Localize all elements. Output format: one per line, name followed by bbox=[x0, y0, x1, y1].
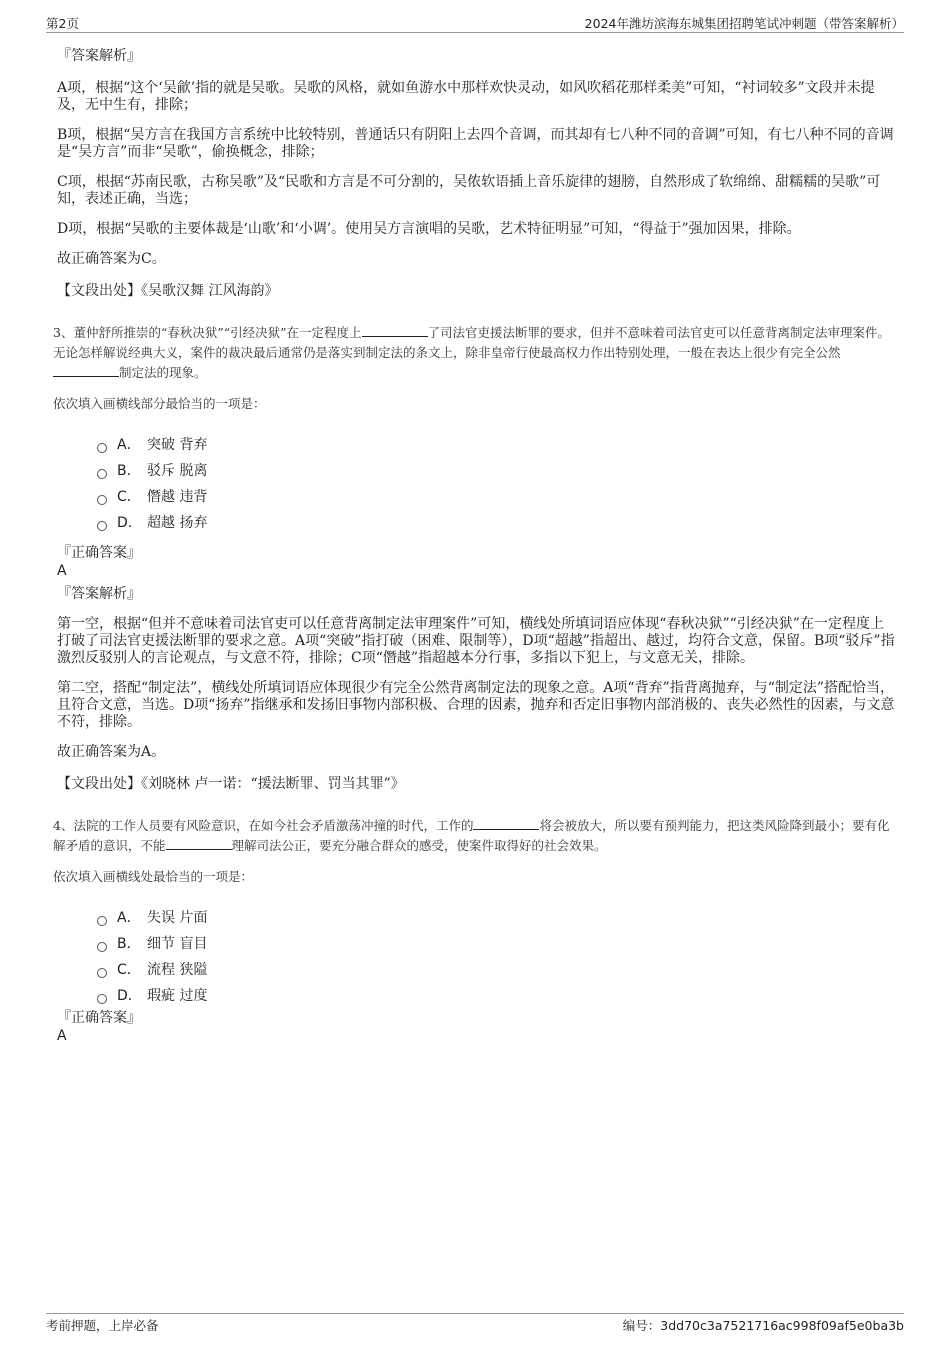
passage-source: 【文段出处】《吴歌汉舞 江风海韵》 bbox=[57, 283, 279, 299]
question-text-part: 3、董仲舒所推崇的“春秋决狱”“引经决狱”在一定程度上 bbox=[53, 325, 362, 340]
radio-icon[interactable] bbox=[97, 942, 107, 952]
analysis-paragraph: A项，根据“这个‘吴歈’指的就是吴歌。吴歌的风格，就如鱼游水中那样欢快灵动，如风吹稻花那样柔美”可知，“衬词较多”文段并未提及，无中生有，排除； bbox=[57, 80, 875, 113]
option-text: 细节 盲目 bbox=[147, 936, 208, 952]
option-text: 驳斥 脱离 bbox=[147, 463, 208, 479]
option-letter: D． bbox=[117, 988, 142, 1004]
correct-answer-label: 『正确答案』 bbox=[57, 1010, 141, 1026]
question-text-part: 理解司法公正，要充分融合群众的感受，使案件取得好的社会效果。 bbox=[231, 838, 607, 853]
option-d[interactable] bbox=[97, 510, 895, 536]
correct-answer: A bbox=[57, 563, 67, 579]
option-a[interactable] bbox=[97, 905, 895, 931]
fill-blank bbox=[362, 324, 428, 337]
option-letter: D． bbox=[117, 515, 142, 531]
option-c[interactable] bbox=[97, 484, 895, 510]
radio-icon[interactable] bbox=[97, 916, 107, 926]
question-4-options bbox=[97, 905, 895, 1009]
analysis-paragraph: 第二空，搭配“制定法”，横线处所填词语应体现很少有完全公然背离制定法的现象之意。A项“背弃”指背离抛弃，与“制定法”搭配恰当，且符合文意，当选。D项“扬弃”指继承和发扬旧事物内部积极、合理的因素，抛弃和否定旧事物内部消极的、丧失必然性的因素，与文意不符，排除。 bbox=[57, 680, 895, 730]
question-prompt: 依次填入画横线部分最恰当的一项是： bbox=[53, 396, 266, 411]
question-3-options bbox=[97, 432, 895, 536]
option-b[interactable] bbox=[97, 458, 895, 484]
fill-blank bbox=[166, 837, 232, 850]
fill-blank bbox=[473, 817, 539, 830]
analysis-conclusion: 故正确答案为C。 bbox=[57, 251, 166, 267]
option-letter: C． bbox=[117, 962, 141, 978]
fill-blank bbox=[53, 364, 119, 377]
question-prompt: 依次填入画横线处最恰当的一项是： bbox=[53, 869, 254, 884]
radio-icon[interactable] bbox=[97, 994, 107, 1004]
analysis-paragraph: D项，根据“吴歌的主要体裁是‘山歌’和‘小调’。使用吴方言演唱的吴歌，艺术特征明显”可知，“得益于”强加因果，排除。 bbox=[57, 221, 801, 237]
question-4-text bbox=[53, 816, 895, 856]
option-d[interactable] bbox=[97, 983, 895, 1009]
correct-answer-label: 『正确答案』 bbox=[57, 545, 141, 561]
option-text: 突破 背弃 bbox=[147, 437, 208, 453]
option-letter: A． bbox=[117, 437, 141, 453]
question-3-text bbox=[53, 323, 895, 383]
option-text: 超越 扬弃 bbox=[147, 515, 208, 531]
question-text-part: 将会被放大，所以要有预判能力，把这类风险降到最小；要有化解矛盾的意识，不能 bbox=[53, 818, 890, 853]
analysis-paragraph: C项，根据“苏南民歌，古称吴歌”及“民歌和方言是不可分割的，吴侬软语插上音乐旋律的翅膀，自然形成了软绵绵、甜糯糯的吴歌”可知，表述正确，当选； bbox=[57, 174, 881, 207]
question-text-part: 了司法官吏援法断罪的要求，但并不意味着司法官吏可以任意背离制定法审理案件。无论怎样解说经典大义，案件的裁决最后通常仍是落实到制定法的条文上，除非皇帝行使最高权力作出特别处理，一般在表达上很少有完全公然 bbox=[53, 325, 891, 360]
option-text: 瑕疵 过度 bbox=[147, 988, 208, 1004]
option-letter: B． bbox=[117, 463, 141, 479]
radio-icon[interactable] bbox=[97, 443, 107, 453]
footer-slogan: 考前押题，上岸必备 bbox=[46, 1318, 159, 1333]
page-number: 第2页 bbox=[46, 16, 79, 31]
correct-answer: A bbox=[57, 1028, 67, 1044]
option-text: 流程 狭隘 bbox=[147, 962, 208, 978]
option-text: 失误 片面 bbox=[147, 910, 208, 926]
analysis-paragraph: B项，根据“吴方言在我国方言系统中比较特别，普通话只有阴阳上去四个音调，而其却有七八种不同的音调”可知，有七八种不同的音调是“吴方言”而非“吴歌”，偷换概念，排除； bbox=[57, 127, 894, 160]
analysis-label: 『答案解析』 bbox=[57, 586, 141, 602]
analysis-conclusion: 故正确答案为A。 bbox=[57, 744, 166, 760]
option-a[interactable] bbox=[97, 432, 895, 458]
option-letter: B． bbox=[117, 936, 141, 952]
page-header bbox=[46, 12, 904, 33]
document-code: 编号：3dd70c3a7521716ac998f09af5e0ba3b bbox=[622, 1318, 904, 1333]
question-text-part: 4、法院的工作人员要有风险意识，在如今社会矛盾激荡冲撞的时代，工作的 bbox=[53, 818, 474, 833]
document-title: 2024年潍坊滨海东城集团招聘笔试冲刺题（带答案解析） bbox=[584, 16, 904, 31]
passage-source: 【文段出处】《刘晓林 卢一诺：“援法断罪、罚当其罪”》 bbox=[57, 776, 405, 792]
radio-icon[interactable] bbox=[97, 469, 107, 479]
option-letter: A． bbox=[117, 910, 141, 926]
radio-icon[interactable] bbox=[97, 521, 107, 531]
option-letter: C． bbox=[117, 489, 141, 505]
option-c[interactable] bbox=[97, 957, 895, 983]
radio-icon[interactable] bbox=[97, 495, 107, 505]
option-text: 僭越 违背 bbox=[147, 489, 208, 505]
option-b[interactable] bbox=[97, 931, 895, 957]
radio-icon[interactable] bbox=[97, 968, 107, 978]
page-footer bbox=[46, 1313, 904, 1334]
analysis-label: 『答案解析』 bbox=[57, 48, 141, 64]
page-content bbox=[53, 46, 895, 1049]
analysis-paragraph: 第一空，根据“但并不意味着司法官吏可以任意背离制定法审理案件”可知，横线处所填词语应体现“春秋决狱”“引经决狱”在一定程度上打破了司法官吏援法断罪的要求之意。A项“突破”指打破（困难、限制等），D项“超越”指超出、越过，均符合文意，保留。B项“驳斥”指激烈反驳别人的言论观点，与文意不符，排除；C项“僭越”指超越本分行事，多指以下犯上，与文意无关，排除。 bbox=[57, 616, 895, 666]
question-text-part: 制定法的现象。 bbox=[119, 365, 207, 380]
